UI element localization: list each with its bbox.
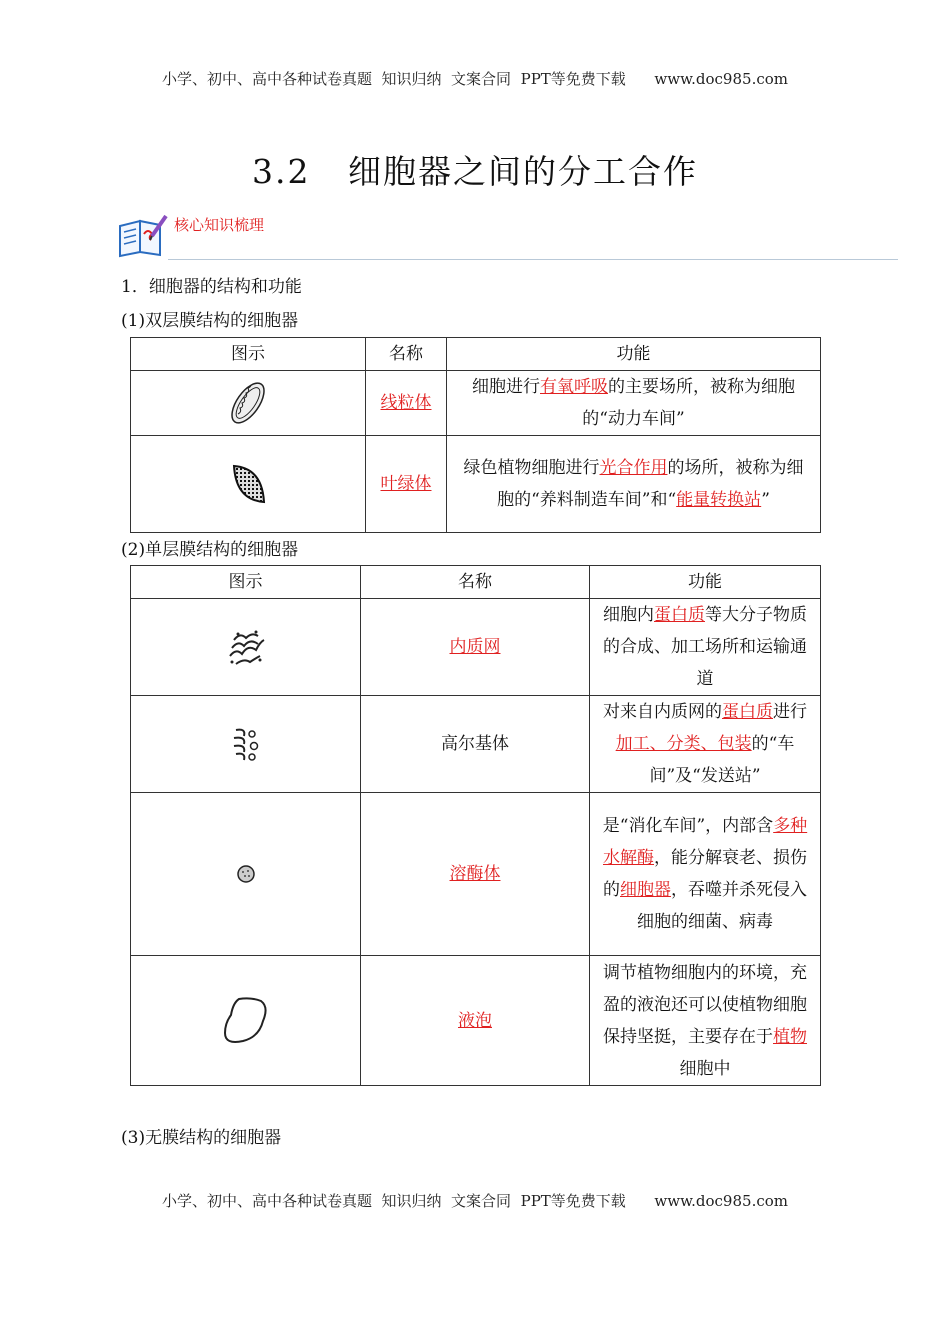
single-membrane-table: [130, 565, 821, 1086]
organelle-name-er: 内质网: [449, 637, 501, 657]
table-row: [131, 436, 821, 533]
table-row: [131, 696, 821, 793]
page-footer: 小学、初中、高中各种试卷真题 知识归纳 文案合同 PPT等免费下载 www.doc985.com: [161, 1192, 788, 1210]
function-er: 细胞内蛋白质等大分子物质的合成、加工场所和运输通道: [590, 599, 821, 696]
organelle-name-golgi: 高尔基体: [441, 734, 509, 754]
mitochondrion-icon: [226, 378, 270, 428]
subheading-double-membrane: (1)双层膜结构的细胞器: [121, 311, 299, 331]
function-vacuole: 调节植物细胞内的环境，充盈的液泡还可以使植物细胞保持坚挺，主要存在于植物细胞中: [590, 956, 821, 1086]
table1-header-name: 名称: [366, 338, 447, 371]
table2-header-function: 功能: [590, 566, 821, 599]
table1-header-diagram: 图示: [131, 338, 366, 371]
table2-header-name: 名称: [361, 566, 590, 599]
organelle-name-lysosome: 溶酶体: [449, 864, 501, 884]
table-row: [131, 956, 821, 1086]
table1-header-function: 功能: [447, 338, 821, 371]
subheading-non-membrane: (3)无膜结构的细胞器: [121, 1128, 282, 1148]
table2-header-diagram: 图示: [131, 566, 361, 599]
function-lysosome: 是“消化车间”，内部含多种水解酶，能分解衰老、损伤的细胞器，吞噬并杀死侵入细胞的细菌、病毒: [590, 793, 821, 956]
lysosome-icon: [235, 863, 257, 885]
function-chloroplast: 绿色植物细胞进行光合作用的场所，被称为细胞的“养料制造车间”和“能量转换站”: [447, 436, 821, 533]
chloroplast-icon: [228, 460, 268, 508]
organelle-name-chloroplast: 叶绿体: [380, 474, 432, 494]
golgi-apparatus-icon: [228, 724, 264, 764]
table-row: [131, 599, 821, 696]
organelle-name-mitochondrion: 线粒体: [380, 393, 432, 413]
function-mitochondrion: 细胞进行有氧呼吸的主要场所，被称为细胞的“动力车间”: [447, 371, 821, 436]
function-golgi: 对来自内质网的蛋白质进行加工、分类、包装的“车间”及“发送站”: [590, 696, 821, 793]
table-row: [131, 371, 821, 436]
subheading-single-membrane: (2)单层膜结构的细胞器: [121, 540, 299, 560]
page-title: 3.2 细胞器之间的分工合作: [252, 152, 698, 191]
section-badge-label: 核心知识梳理: [174, 216, 265, 234]
endoplasmic-reticulum-icon: [226, 626, 266, 668]
heading-organelle-structure: 1．细胞器的结构和功能: [121, 277, 302, 297]
vacuole-icon: [221, 995, 271, 1047]
page-header: 小学、初中、高中各种试卷真题 知识归纳 文案合同 PPT等免费下载 www.doc985.com: [161, 70, 788, 88]
organelle-name-vacuole: 液泡: [458, 1010, 492, 1031]
table-row: [131, 793, 821, 956]
double-membrane-table: [130, 337, 821, 533]
section-divider: [168, 259, 898, 260]
notebook-pen-icon: [116, 212, 168, 258]
